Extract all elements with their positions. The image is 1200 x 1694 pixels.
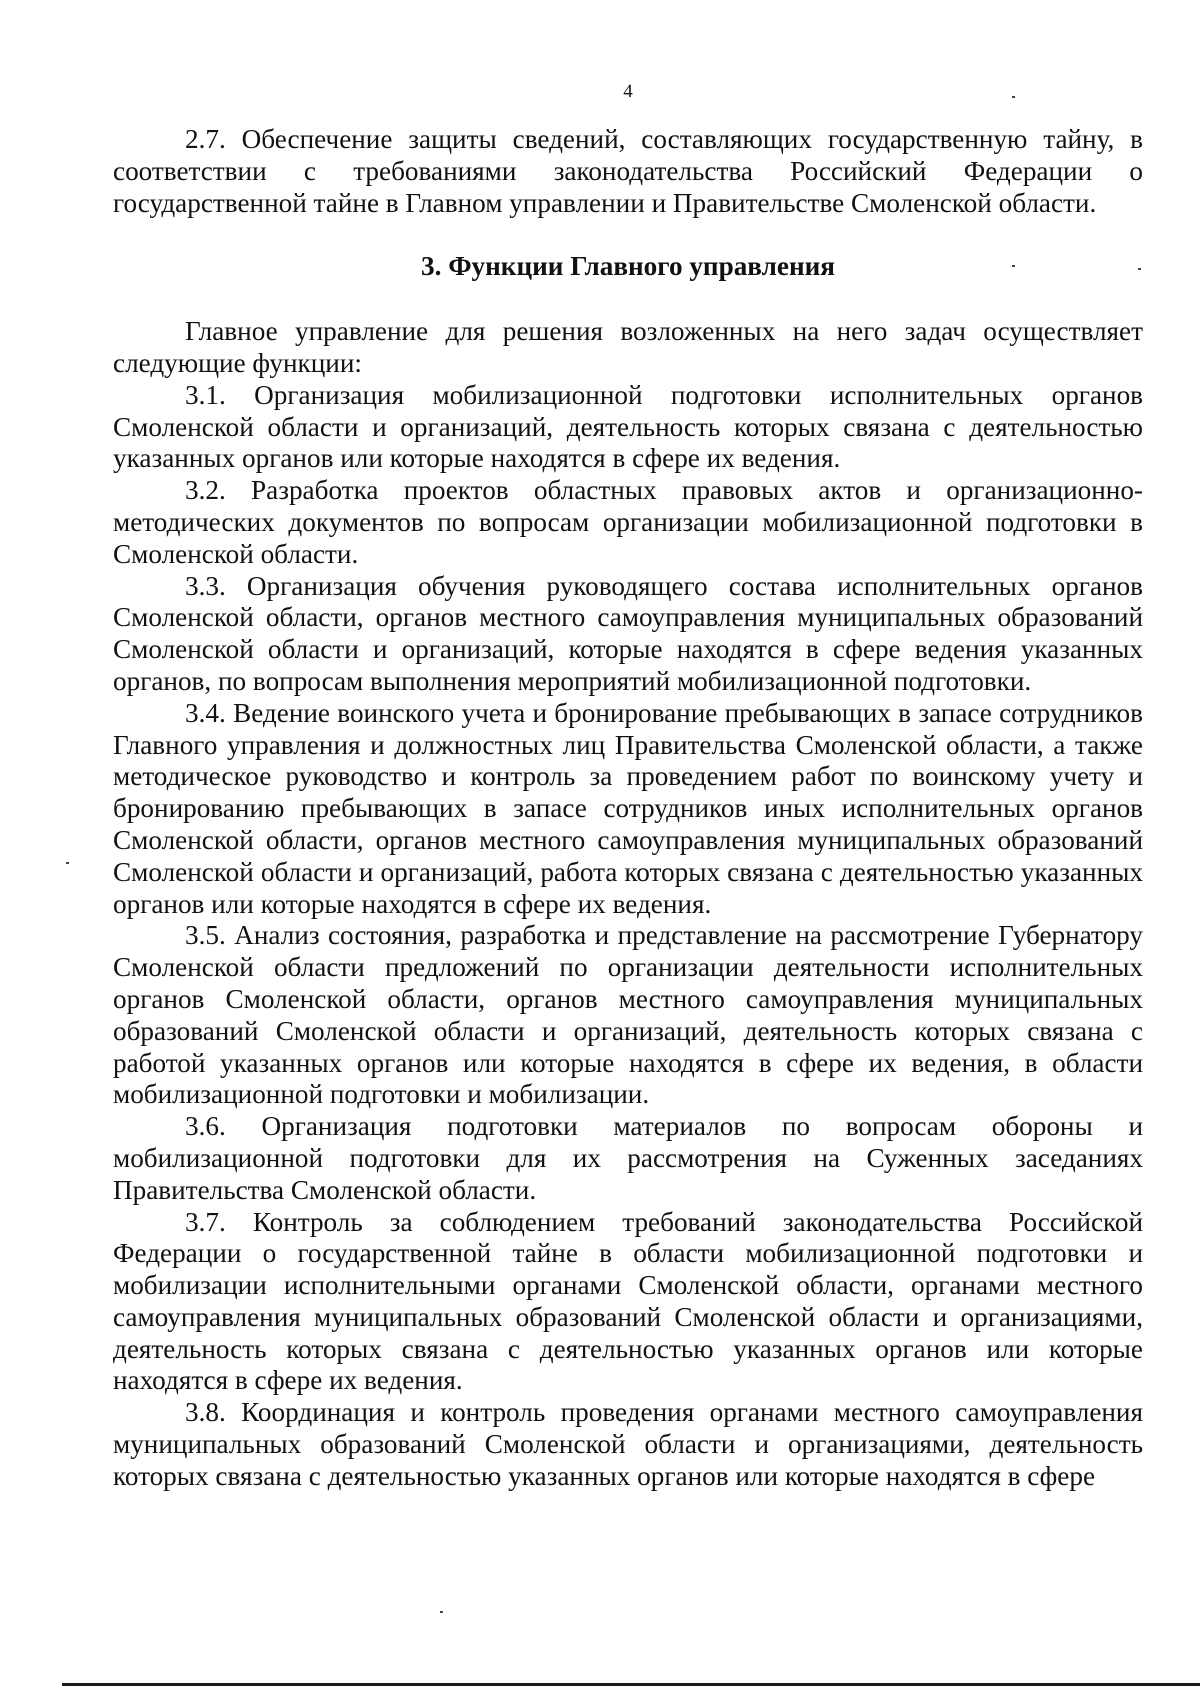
- paragraph-3-5: 3.5. Анализ состояния, разработка и представление на рассмотрение Губернатору Смоленской области предложений по организации деятельности исполнительных органов Смоленской области, органов местного самоуправления муниципальных образований Смоленской области и организаций, деятельность которых связана с работой указанных органов или которые находятся в сфере их ведения, в области мобилизационной подготовки и мобилизации.: [113, 920, 1143, 1110]
- paragraph-functions-intro: Главное управление для решения возложенных на него задач осуществляет следующие функции:: [113, 316, 1143, 378]
- paragraph-3-2: 3.2. Разработка проектов областных правовых актов и организационно-методических документов по вопросам организации мобилизационной подготовки в Смоленской области.: [113, 475, 1143, 569]
- page-bottom-edge: [62, 1683, 1200, 1686]
- scan-speck: [66, 862, 69, 864]
- scan-speck: [440, 1611, 443, 1613]
- paragraph-3-4: 3.4. Ведение воинского учета и бронирование пребывающих в запасе сотрудников Главного управления и должностных лиц Правительства Смоленской области, а также методическое руководство и контроль за проведением работ по воинскому учету и бронированию пребывающих в запасе сотрудников иных исполнительных органов Смоленской области, органов местного самоуправления муниципальных образований Смоленской области и организаций, работа которых связана с деятельностью указанных органов или которые находятся в сфере их ведения.: [113, 697, 1143, 919]
- paragraph-3-6: 3.6. Организация подготовки материалов по вопросам обороны и мобилизационной подготовки для их рассмотрения на Суженных заседаниях Правительства Смоленской области.: [113, 1111, 1143, 1205]
- document-body: [113, 124, 1143, 1493]
- paragraph-3-8: 3.8. Координация и контроль проведения органами местного самоуправления муниципальных образований Смоленской области и организациями, деятельность которых связана с деятельностью указанных органов или которые находятся в сфере: [113, 1397, 1143, 1491]
- scan-speck: [1012, 96, 1015, 98]
- page-number: 4: [623, 81, 633, 102]
- paragraph-3-1: 3.1. Организация мобилизационной подготовки исполнительных органов Смоленской области и организаций, деятельность которых связана с деятельностью указанных органов или которые находятся в сфере их ведения.: [113, 379, 1143, 474]
- paragraph-3-7: 3.7. Контроль за соблюдением требований законодательства Российской Федерации о государственной тайне в области мобилизационной подготовки и мобилизации исполнительными органами Смоленской области, органами местного самоуправления муниципальных образований Смоленской области и организациями, деятельность которых связана с деятельностью указанных органов или которые находятся в сфере их ведения.: [113, 1206, 1143, 1396]
- scan-speck: [1012, 265, 1015, 267]
- section-heading-functions: 3. Функции Главного управления: [421, 251, 835, 282]
- paragraph-2-7: 2.7. Обеспечение защиты сведений, составляющих государственную тайну, в соответствии с требованиями законодательства Российский Федерации о государственной тайне в Главном управлении и Правительстве Смоленской области.: [113, 124, 1143, 218]
- scan-speck: [1138, 268, 1141, 270]
- paragraph-3-3: 3.3. Организация обучения руководящего состава исполнительных органов Смоленской области, органов местного самоуправления муниципальных образований Смоленской области и организаций, которые находятся в сфере ведения указанных органов, по вопросам выполнения мероприятий мобилизационной подготовки.: [113, 570, 1143, 696]
